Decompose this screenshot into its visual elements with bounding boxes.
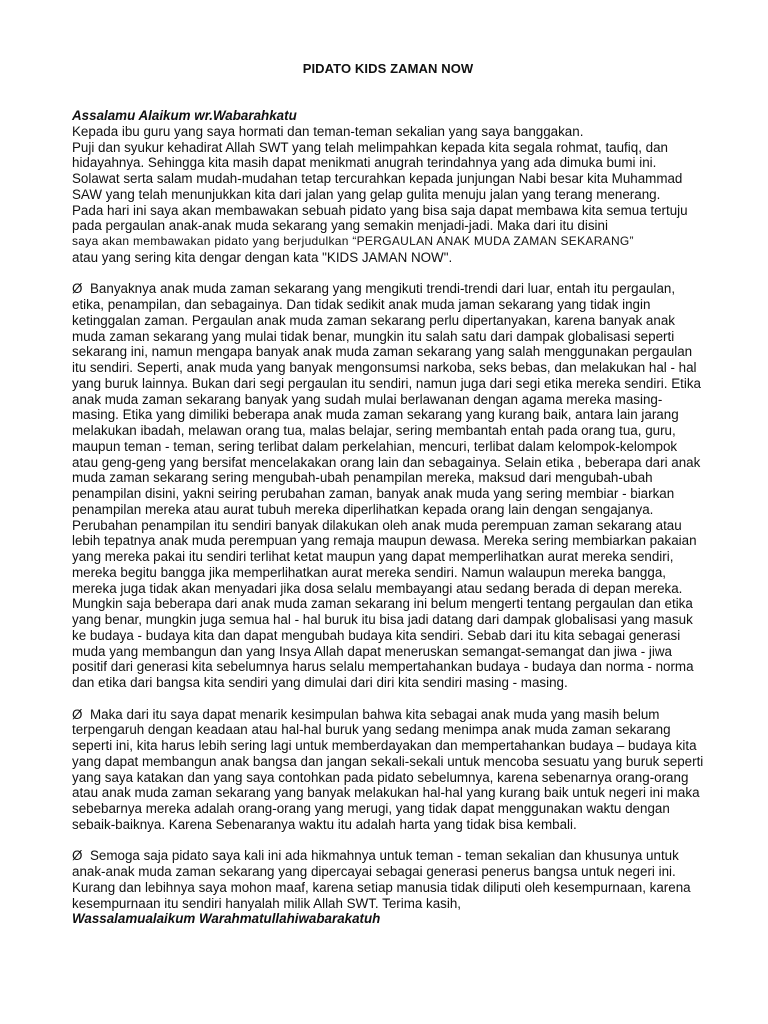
intro-paragraph-4: Pada hari ini saya akan membawakan sebuah pidato yang bisa saja dapat membawa kita semua tertuju pada pergaulan anak-anak muda sekarang yang semakin menjadi-jadi. Maka dari itu disini: [72, 202, 688, 234]
body-paragraph-3: [72, 848, 704, 911]
speech-topic-line: saya akan membawakan pidato yang berjudulkan “PERGAULAN ANAK MUDA ZAMAN SEKARANG”: [72, 234, 634, 248]
speech-intro: [72, 108, 704, 266]
closing-greeting: Wassalamualaikum Warahmatullahiwabarakatuh: [72, 911, 381, 927]
spacer: [72, 266, 704, 282]
paragraph-text: Semoga saja pidato saya kali ini ada hikmahnya untuk teman - teman sekalian dan khusunya untuk anak-anak muda zaman sekarang yang dipercayai sebagai generasi penerus bangsa untuk negeri ini. Kurang dan lebihnya saya mohon maaf, karena setiap manusia tidak diliputi oleh kesempurnaan, karena kesempurnaan itu sendiri hanyalah milik Allah SWT. Terima kasih,: [72, 848, 691, 911]
bullet-marker: Ø: [72, 706, 83, 722]
document-page: [72, 61, 704, 927]
body-paragraph-2: [72, 707, 704, 833]
paragraph-text: Maka dari itu saya dapat menarik kesimpulan bahwa kita sebagai anak muda yang masih belum terpengaruh dengan keadaan atau hal-hal buruk yang sedang menimpa anak muda zaman sekarang seperti ini, kita harus lebih sering lagi untuk memberdayakan dan mempertahankan budaya – budaya kita yang dapat membangun anak bangsa dan jangan sekali-sekali untuk mencoba sesuatu yang buruk seperti yang saya katakan dan yang saya contohkan pada pidato sebelumnya, karena sebenarnya orang-orang atau anak muda zaman sekarang yang banyak melakukan hal-hal yang kurang baik untuk negeri ini maka sebebarnya mereka adalah orang-orang yang merugi, yang tidak dapat menggunakan waktu dengan sebaik-baiknya. Karena Sebenaranya waktu itu adalah harta yang tidak bisa kembali.: [72, 706, 704, 832]
intro-paragraph-1: Kepada ibu guru yang saya hormati dan teman-teman sekalian yang saya banggakan.: [72, 123, 584, 139]
bullet-marker: Ø: [72, 281, 83, 297]
opening-greeting: Assalamu Alaikum wr.Wabarahkatu: [72, 108, 297, 123]
body-paragraph-1: [72, 281, 704, 691]
intro-paragraph-3: Solawat serta salam mudah-mudahan tetap tercurahkan kepada junjungan Nabi besar kita Muhammad SAW yang telah menunjukkan kita dari jalan yang gelap gulita menuju jalan yang terang menerang.: [72, 171, 683, 202]
bullet-marker: Ø: [72, 848, 83, 864]
paragraph-text: Banyaknya anak muda zaman sekarang yang mengikuti trendi-trendi dari luar, entah itu pergaulan, etika, penampilan, dan sebagainya. Dan tidak sedikit anak muda jaman sekarang yang tidak ingin ketinggalan zaman. Pergaulan anak muda zaman sekarang perlu dipertanyakan, karena banyak anak muda zaman sekarang yang mulai tidak benar, mungkin itu salah satu dari dampak globalisasi seperti sekarang ini, namun mengapa banyak anak muda zaman sekarang yang salah menggunakan pergaulan itu sendiri. Seperti, anak muda yang banyak mengonsumsi narkoba, seks bebas, dan melakukan hal - hal yang buruk lainnya. Bukan dari segi pergaulan itu sendiri, namun juga dari segi etika mereka sendiri. Etika anak muda zaman sekarang banyak yang sudah mulai berlawanan dengan agama mereka masing-masing. Etika yang dimiliki beberapa anak muda zaman sekarang yang kurang baik, antara lain jarang melakukan ibadah, melawan orang tua, malas belajar, sering membantah entah pada orang tua, guru, maupun teman - teman, sering terlibat dalam perkelahian, mencuri, terlibat dalam kelompok-kelompok atau geng-geng yang bersifat mencelakakan orang lain dan sebagainya. Selain etika , beberapa dari anak muda zaman sekarang sering mengubah-ubah penampilan mereka, maksud dari mengubah-ubah penampilan disini, yakni seiring perubahan zaman, banyak anak muda yang sering membiar - biarkan penampilan mereka atau aurat tubuh mereka diperlihatkan kepada orang lain dengan sengajanya. Perubahan penampilan itu sendiri banyak dilakukan oleh anak muda perempuan zaman sekarang atau lebih tepatnya anak muda perempuan yang remaja maupun dewasa. Mereka sering membiarkan pakaian yang mereka pakai itu sendiri terlihat ketat maupun yang dapat memperlihatkan aurat mereka sendiri, mereka begitu bangga jika memperlihatkan aurat mereka sendiri. Namun walaupun mereka bangga, mereka juga tidak akan menyadari jika dosa selalu membayangi atau sedang berada di depan mereka. Mungkin saja beberapa dari anak muda zaman sekarang ini belum mengerti tentang pergaulan dan etika yang benar, mungkin juga semua hal - hal buruk itu bisa jadi datang dari dampak globalisasi yang masuk ke budaya - budaya kita dan dapat mengubah budaya kita sendiri. Sebab dari itu kita sebagai generasi muda yang membangun dan yang Insya Allah dapat meneruskan semangat-semangat dan jiwa - jiwa positif dari generasi kita sebelumnya harus selalu mempertahankan budaya - budaya dan norma - norma dan etika dari bangsa kita sendiri yang dimulai dari diri kita sendiri masing - masing.: [72, 281, 701, 690]
intro-paragraph-2: Puji dan syukur kehadirat Allah SWT yang telah melimpahkan kepada kita segala rohmat, taufiq, dan hidayahnya. Sehingga kita masih dapat menikmati anugrah terindahnya yang ada dimuka bumi ini.: [72, 139, 668, 171]
spacer: [72, 691, 704, 707]
spacer: [72, 833, 704, 849]
intro-last-line: atau yang sering kita dengar dengan kata "KIDS JAMAN NOW".: [72, 249, 453, 265]
document-title: PIDATO KIDS ZAMAN NOW: [302, 61, 474, 76]
